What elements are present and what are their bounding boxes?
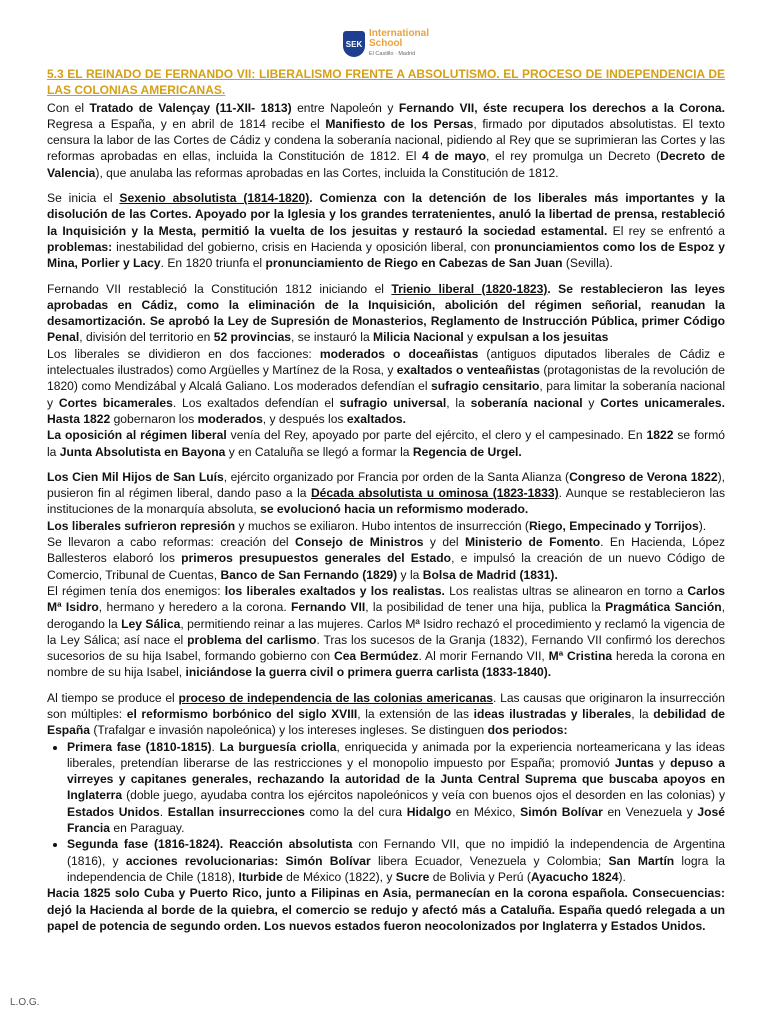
text-run: con Fernando VII, que no impidió la independencia de Argentina (1816), y xyxy=(67,837,726,868)
paragraph-sexenio xyxy=(47,190,725,271)
text-run: ), que anulaba las reformas aprobadas en las Cortes, incluida la Constitución de 1812. xyxy=(95,165,559,180)
text-run: dos periodos: xyxy=(487,723,568,738)
text-run: , éste recupera los derechos a la Corona. xyxy=(474,100,725,115)
text-run: , la posibilidad de tener una hija, publica la xyxy=(365,600,606,615)
text-run: El rey se enfrentó a xyxy=(607,223,725,238)
text-run: Simón Bolívar xyxy=(520,804,603,819)
text-run: Los liberales se dividieron en dos facciones: xyxy=(47,346,320,361)
paragraph-independencia xyxy=(47,690,725,739)
text-run: , se instauró la xyxy=(291,330,374,345)
text-run: Década absolutista u ominosa (1823-1833) xyxy=(310,486,559,501)
paragraph-liberales xyxy=(47,346,725,427)
text-run: ideas ilustradas y liberales xyxy=(473,706,632,721)
text-run: Bolsa de Madrid (1831). xyxy=(422,567,558,582)
section-heading: 5.3 EL REINADO DE FERNANDO VII: LIBERALISMO FRENTE A ABSOLUTISMO. EL PROCESO DE INDEPENDENCIA DE LAS COLONIAS AMERICANAS. xyxy=(47,67,725,98)
text-run: el reformismo borbónico del siglo XVIII xyxy=(126,706,358,721)
text-run: dejó la Hacienda al borde de la quiebra, el comercio se redujo y afectó más a Cataluña. España quedó relegada a un papel de potencia de segundo orden. Los nuevos estados fueron neocolonizados por Inglaterra y Estados Unidos. xyxy=(47,902,725,933)
text-run: Fernando VII xyxy=(398,100,475,115)
text-run: exaltados o venteañistas xyxy=(396,363,540,378)
text-run: Fernando VII xyxy=(291,600,366,615)
text-run: . Los exaltados defendían el xyxy=(172,395,340,410)
text-run: ). xyxy=(698,518,707,533)
phases-list xyxy=(47,739,725,886)
text-run: Cortes bicamerales xyxy=(58,395,173,410)
text-run: José Francia xyxy=(67,804,725,836)
paragraph-represion xyxy=(47,518,725,534)
text-run: . En Hacienda, López Ballesteros elaboró los xyxy=(47,535,725,566)
text-run: Sucre xyxy=(395,869,430,884)
text-run: libera Ecuador, Venezuela y Colombia; xyxy=(370,853,609,868)
text-run: . Se restablecieron las leyes aprobadas en Cádiz, como la eliminación de la Inquisición, abolición del régimen señorial, reanudan la desamortización. Se aprobó la Ley de Supresión de Monasterios, Reglamento de Instrucción Pública, primer Código Penal xyxy=(47,281,725,345)
text-run: los liberales exaltados y los realistas. xyxy=(224,583,445,598)
text-run: 1822 xyxy=(646,428,674,443)
text-run: (Sevilla). xyxy=(562,256,613,271)
text-run: iniciándose la guerra civil o primera guerra carlista (1833-1840). xyxy=(185,665,552,680)
text-run: problema del carlismo xyxy=(187,632,317,647)
text-run: Fernando VII restableció la Constitución 1812 iniciando el xyxy=(47,281,392,296)
text-run: . Al morir Fernando VII, xyxy=(418,649,549,664)
text-run: . Las causas que originaron la insurrección son múltiples: xyxy=(47,690,725,721)
text-run: Hacia 1825 solo xyxy=(47,886,145,901)
logo-line-1: International xyxy=(369,28,430,39)
text-run: pronunciamientos como los de Espoz y Mina, Porlier y Lacy xyxy=(47,239,725,271)
text-run: Tratado de Valençay (11-XII- 1813) xyxy=(89,100,292,115)
paragraph-carlismo xyxy=(47,583,725,681)
text-run: La burguesía criolla xyxy=(219,739,337,754)
text-run: (Trafalgar e invasión napoleónica) y los intereses ingleses. Se distinguen xyxy=(90,723,488,738)
text-run: Hidalgo xyxy=(406,804,452,819)
text-run: sufragio censitario xyxy=(431,379,540,394)
text-run: Congreso de Verona 1822 xyxy=(569,469,718,484)
text-run: , permitiendo reinar a las mujeres. Carlos Mª Isidro rechazó el procedimiento y reclamó la vigencia de la Ley Sálica; así nace el xyxy=(47,616,725,647)
text-run: exaltados. xyxy=(346,411,406,426)
text-run: y muchos se exiliaron. Hubo intentos de insurrección ( xyxy=(235,518,529,533)
text-run: primeros presupuestos generales del Estado xyxy=(181,551,452,566)
text-run: debilidad de España xyxy=(47,706,725,738)
text-run: venía del Rey, apoyado por parte del ejército, el clero y el campesinado. En xyxy=(226,428,647,443)
text-run: , división del territorio en xyxy=(79,330,214,345)
text-run: pronunciamiento de Riego en Cabezas de San Juan xyxy=(265,256,563,271)
text-run: , e impulsó la creación de un nuevo Código de Comercio, Tribunal de Cuentas, xyxy=(47,551,725,582)
text-run: soberanía nacional xyxy=(470,395,583,410)
text-run: La oposición al régimen liberal xyxy=(47,428,227,443)
text-run: como la del cura xyxy=(304,804,407,819)
text-run: , derogando la xyxy=(47,600,726,631)
text-run: Segunda fase (1816-1824). Reacción absolutista xyxy=(67,837,353,852)
text-run: . xyxy=(211,739,220,754)
text-run: , el rey promulga un Decreto ( xyxy=(486,149,661,164)
text-run: Primera fase (1810-1815) xyxy=(67,739,212,754)
text-run: Regresa a España, y en abril de 1814 recibe el xyxy=(47,116,326,131)
text-run: expulsan a los jesuitas xyxy=(476,330,609,345)
text-run: Ministerio de Fomento xyxy=(464,535,601,550)
text-run: Estallan insurrecciones xyxy=(167,804,305,819)
text-run: Al tiempo se produce el xyxy=(47,690,179,705)
text-run: de México (1822), y xyxy=(282,869,396,884)
text-run: 52 provincias xyxy=(213,330,292,345)
paragraph-valencay xyxy=(47,100,725,181)
text-run: y xyxy=(582,395,601,410)
paragraph-consecuencias xyxy=(47,885,725,934)
text-run: , y después los xyxy=(262,411,347,426)
text-run: . Comienza con la detención de los liberales más importantes y la disolución de las Cortes. Apoyado por la Iglesia y los grandes terratenientes, anuló la libertad de prensa, restableció la Inquisición y la Mesta, permitió la vuelta de los jesuitas y restauró la sociedad estamental. xyxy=(47,191,725,238)
text-run: Los Cien Mil Hijos de San Luís xyxy=(47,469,224,484)
text-run: hereda la corona en nombre de su hija Isabel, xyxy=(47,649,726,680)
text-run: inestabilidad del gobierno, crisis en Hacienda y oposición liberal, con xyxy=(112,239,495,254)
document-body xyxy=(47,66,725,943)
text-run: (protagonistas de la revolución de 1820) como Mendizábal y Alcalá Galiano. Los moderados defendían el xyxy=(47,363,725,394)
text-run: Los liberales sufrieron represión xyxy=(47,518,236,533)
text-run: , ejército organizado por Francia por orden de la Santa Alianza ( xyxy=(223,469,570,484)
text-run: Carlos Mª Isidro xyxy=(47,583,725,615)
text-run: Mª Cristina xyxy=(548,649,613,664)
text-run: ). xyxy=(618,869,626,884)
text-run: Cea Bermúdez xyxy=(333,649,419,664)
text-run: Iturbide xyxy=(238,869,283,884)
text-run: y la xyxy=(397,567,423,582)
text-run: Regencia de Urgel. xyxy=(412,444,522,459)
paragraph-reformas xyxy=(47,534,725,583)
text-run: Se inicia el xyxy=(47,191,120,206)
text-run: , la xyxy=(446,395,471,410)
text-run: Con el xyxy=(47,100,90,115)
list-item xyxy=(67,739,725,837)
text-run: Milicia Nacional xyxy=(373,330,464,345)
text-run: acciones revolucionarias: Simón Bolívar xyxy=(125,853,371,868)
text-run: Se llevaron a cabo reformas: creación del xyxy=(47,535,296,550)
logo-line-3: El Castillo · Madrid xyxy=(369,51,416,57)
logo-line-2: School xyxy=(369,38,403,49)
text-run: ), pusieron fin al régimen liberal, dando paso a la xyxy=(47,469,725,501)
text-run: en Paraguay. xyxy=(110,821,185,836)
text-run: Trienio liberal (1820-1823) xyxy=(391,281,548,296)
text-run: Ley Sálica xyxy=(121,616,181,631)
text-run: Estados Unidos xyxy=(67,804,160,819)
text-run: entre Napoleón y xyxy=(291,100,399,115)
paragraph-trienio xyxy=(47,281,725,346)
text-run: Juntas xyxy=(614,755,654,770)
text-run: (doble juego, ayudaba contra los ejércitos napoleónicos y veía con buenos ojos el desorden en las colonias) y xyxy=(122,788,725,803)
text-run: , junto a Filipinas en Asia, permanecían en la corona española. xyxy=(258,886,633,901)
text-run: y xyxy=(463,330,477,345)
text-run: de Bolivia y Perú ( xyxy=(429,869,531,884)
text-run: en México, xyxy=(451,804,521,819)
shield-icon: SEK xyxy=(343,31,365,57)
text-run: logra la independencia de Chile (1818), xyxy=(67,853,725,884)
text-run: sufragio universal xyxy=(339,395,447,410)
text-run: , enriquecida y animada por la experiencia norteamericana y las ideas liberales, pretendían liberarse de las restricciones y el monopolio impuesto por España; promovió xyxy=(67,739,725,770)
text-run: , la xyxy=(631,706,654,721)
text-run: Pragmática Sanción xyxy=(605,600,722,615)
text-run: , para limitar la soberanía nacional y xyxy=(47,379,725,410)
text-run: El régimen tenía dos enemigos: xyxy=(47,583,225,598)
text-run: Sexenio absolutista (1814-1820) xyxy=(119,191,310,206)
text-run: depuso a virreyes y capitanes generales, rechazando la autoridad de la Junta Central Suprema que buscaba apoyos en Inglaterra xyxy=(67,755,726,803)
text-run: , firmado por diputados absolutistas. El texto censura la labor de las Cortes de Cádiz y condena la soberanía nacional, pidiendo al Rey que se suprimieran las Cortes y las reformas aprobadas en ellas, incluida la Constitución de 1812. El xyxy=(47,116,725,164)
text-run: Los realistas ultras se alinearon en torno a xyxy=(444,583,688,598)
paragraph-cien-mil xyxy=(47,469,725,518)
text-run: gobernaron los xyxy=(110,411,198,426)
text-run: Decreto de Valencia xyxy=(47,149,726,180)
text-run: . Aunque se restablecieron las instituciones de la monarquía absoluta, xyxy=(47,486,725,517)
text-run: Consejo de Ministros xyxy=(295,535,424,550)
text-run: Consecuencias: xyxy=(632,886,725,901)
text-run: Manifiesto de los Persas xyxy=(325,116,474,131)
text-run: Riego, Empecinado y Torrijos xyxy=(528,518,699,533)
school-logo xyxy=(343,24,443,64)
text-run: (antiguos diputados liberales de Cádiz e intelectuales ilustrados) como Argüelles y Martínez de la Rosa, y xyxy=(47,346,726,378)
text-run: Banco de San Fernando (1829) xyxy=(220,567,398,582)
text-run: moderados xyxy=(197,411,263,426)
text-run: . En 1820 triunfa el xyxy=(160,256,266,271)
text-run: Ayacucho 1824 xyxy=(530,869,619,884)
text-run: y xyxy=(653,755,671,770)
text-run: , la extensión de las xyxy=(357,706,474,721)
text-run: moderados o doceañistas xyxy=(319,346,479,361)
text-run: , hermano y heredero a la corona. xyxy=(98,600,292,615)
text-run: y en Cataluña se llegó a formar la xyxy=(225,444,413,459)
text-run: . Tras los sucesos de la Granja (1832), Fernando VII confirmó los derechos sucesorios de su hija Isabel, formando gobierno con xyxy=(47,632,725,664)
text-run: en Venezuela y xyxy=(602,804,698,819)
text-run: proceso de independencia de las colonias americanas xyxy=(178,690,494,705)
list-item xyxy=(67,836,725,885)
text-run: Cortes unicamerales. Hasta 1822 xyxy=(47,395,725,426)
text-run: se formó la xyxy=(47,428,725,459)
text-run: y del xyxy=(423,535,465,550)
logo-text xyxy=(369,29,429,59)
footer-initials: L.O.G. xyxy=(10,997,40,1008)
text-run: San Martín xyxy=(608,853,675,868)
text-run: Junta Absolutista en Bayona xyxy=(59,444,226,459)
paragraph-oposicion xyxy=(47,427,725,460)
text-run: Cuba y Puerto Rico xyxy=(144,886,259,901)
text-run: se evolucionó hacia un reformismo moderado. xyxy=(260,502,529,517)
text-run: . xyxy=(159,804,168,819)
text-run: 4 de mayo xyxy=(422,149,487,164)
text-run: problemas: xyxy=(47,239,113,254)
